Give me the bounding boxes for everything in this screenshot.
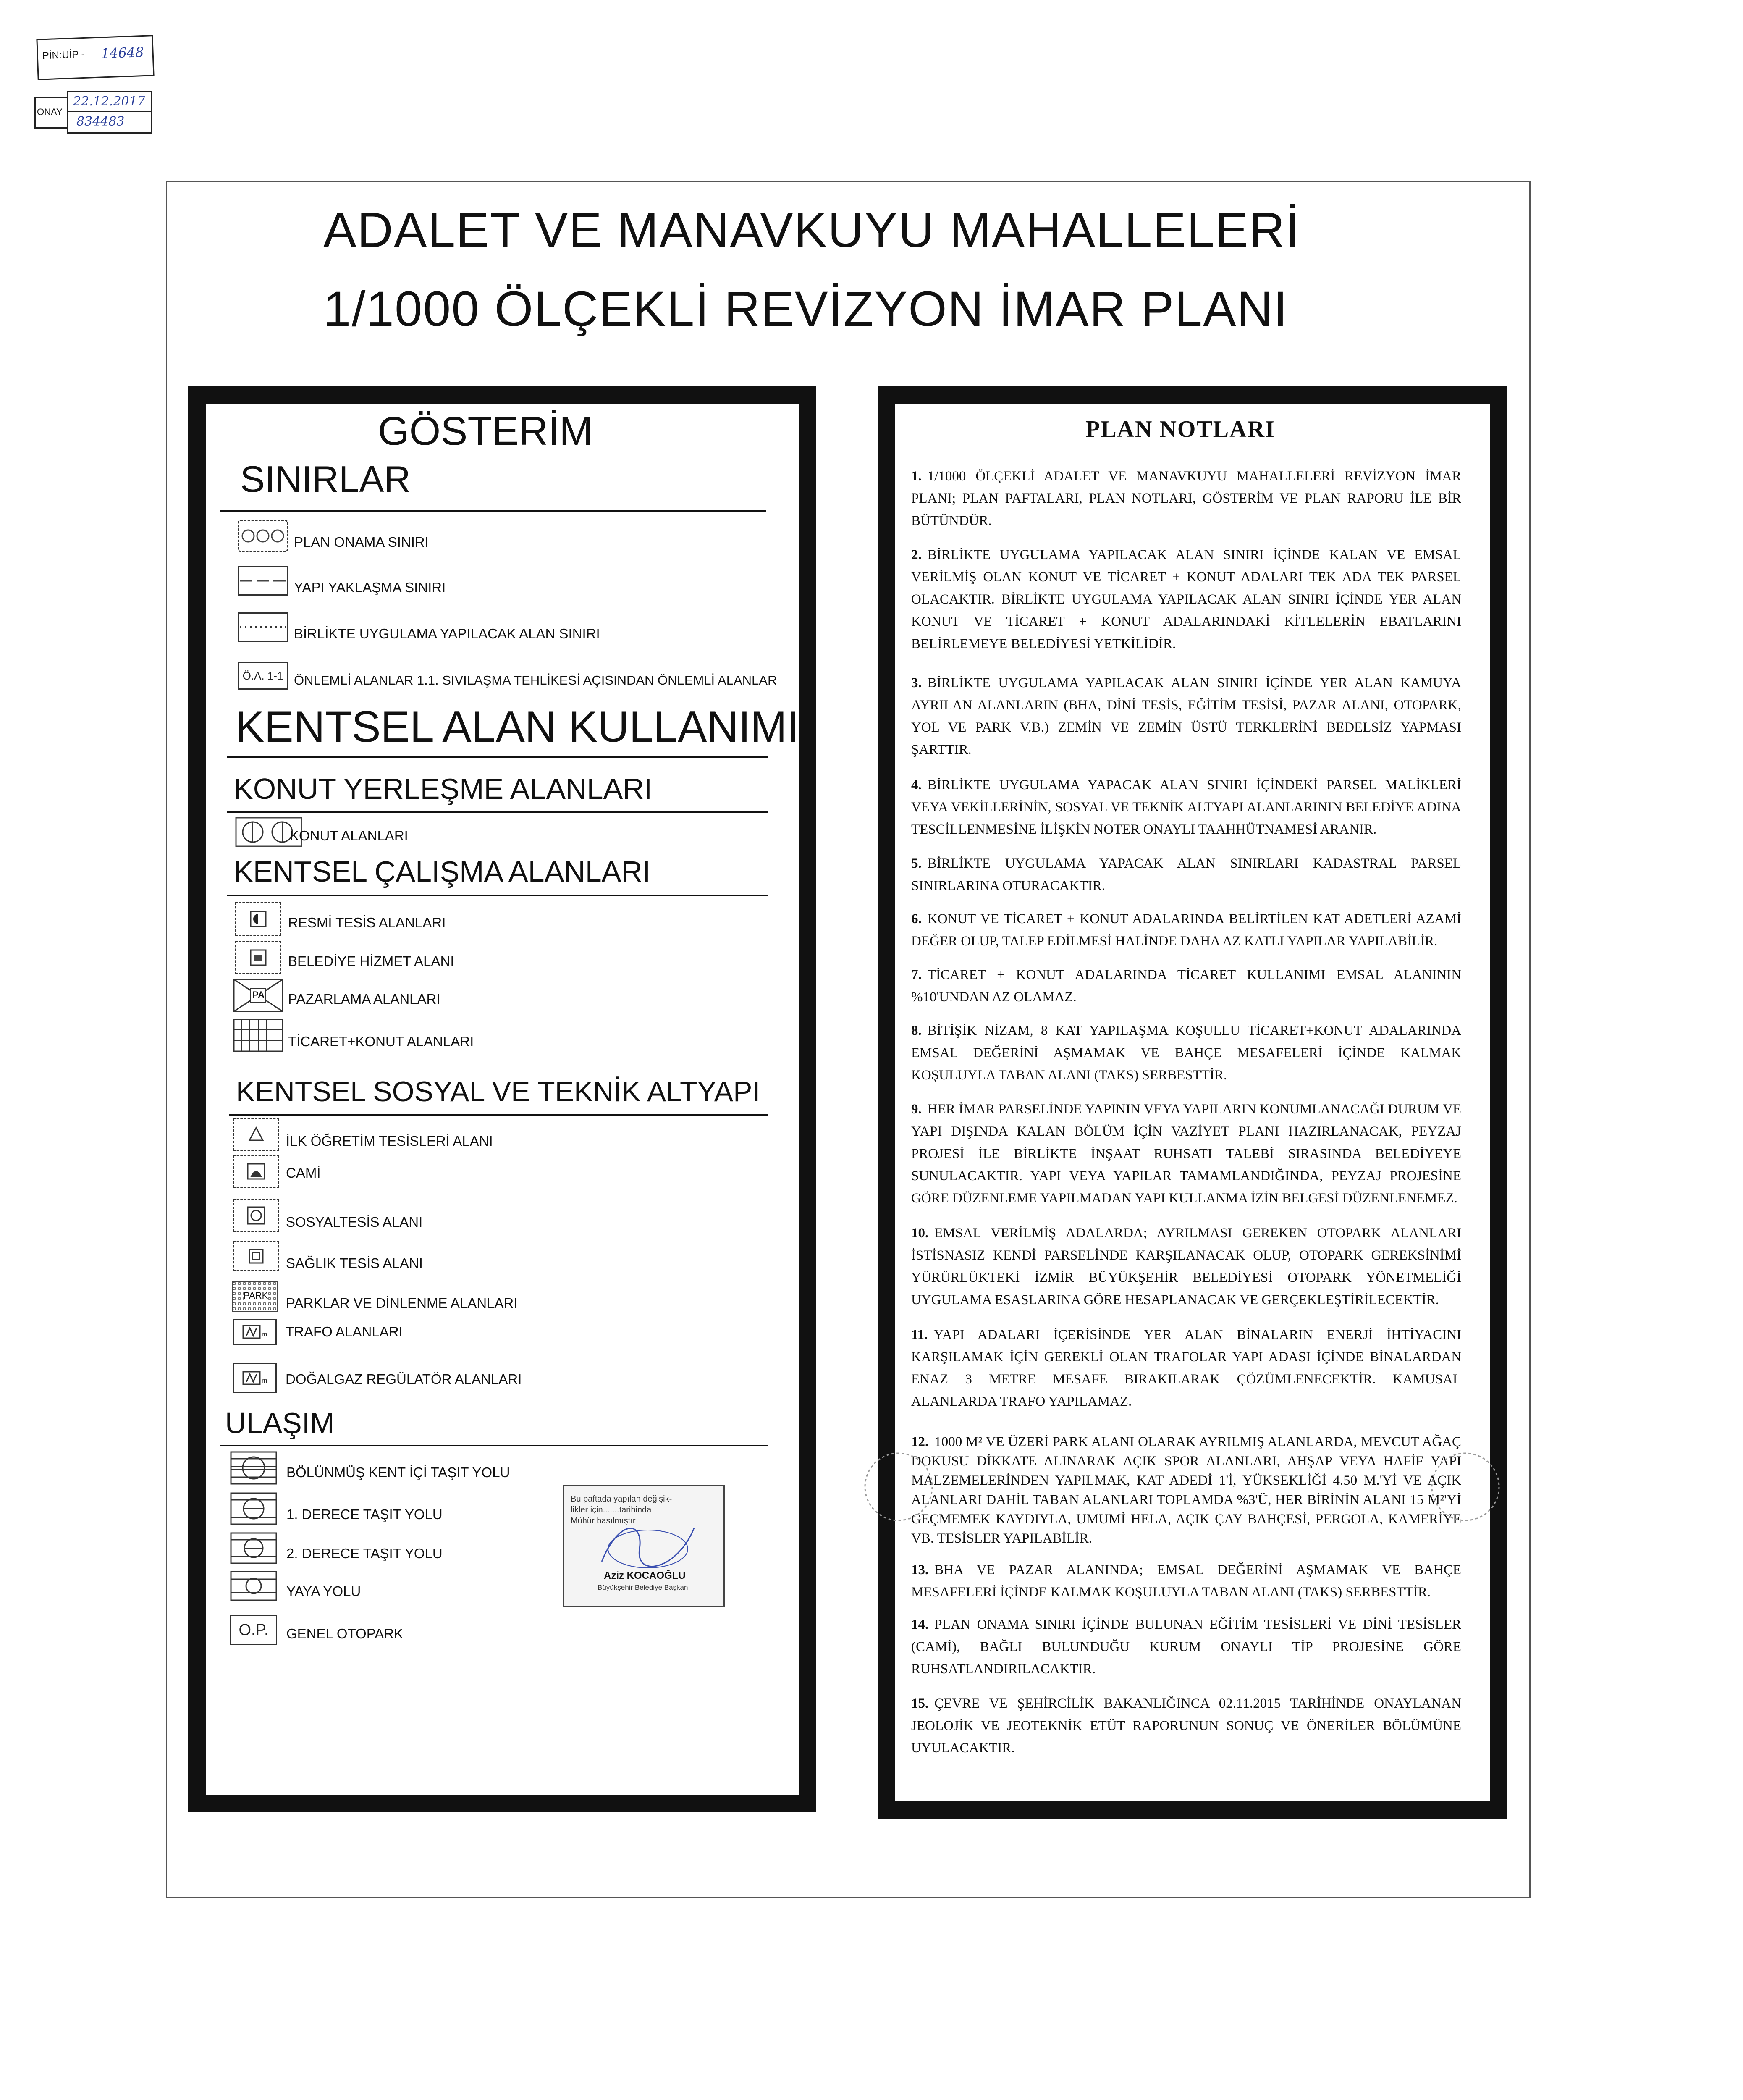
note-13-num: 13. — [911, 1562, 929, 1578]
cami-symbol — [233, 1155, 279, 1188]
note-15 — [911, 1693, 1461, 1759]
svg-text:m: m — [262, 1331, 267, 1338]
onlemli-alanlar-symbol: Ö.A. 1-1 — [238, 662, 288, 690]
sinirlar-heading: SINIRLAR — [240, 458, 411, 500]
note-11 — [911, 1324, 1461, 1413]
note-15-text: ÇEVRE VE ŞEHİRCİLİK BAKANLIĞINCA 02.11.2015 TARİHİNDE ONAYLANAN JEOLOJİK VE JEOTEKNİK ETÜT RAPORUNUN SONUÇ VE ÖNERİLER BÖLÜMÜNE UYULACAKTIR. — [911, 1696, 1461, 1756]
note-6-text: KONUT VE TİCARET + KONUT ADALARINDA BELİRTİLEN KAT ADETLERİ AZAMİ DEĞER OLUP, TALEP EDİLMESİ HALİNDE DAHA AZ KATLI YAPILAR YAPILABİLİR. — [911, 911, 1461, 949]
calisma-rule — [227, 895, 768, 896]
saglik-tesis-label: SAĞLIK TESİS ALANI — [286, 1255, 423, 1271]
signature-seal — [563, 1485, 725, 1607]
note-6 — [911, 908, 1461, 953]
yaya-yolu-label: YAYA YOLU — [286, 1583, 361, 1599]
sosyal-tesis-symbol — [233, 1199, 279, 1232]
ilk-ogretim-symbol — [233, 1118, 279, 1151]
note-5-num: 5. — [911, 856, 922, 871]
cami-label: CAMİ — [286, 1165, 321, 1181]
note-13 — [911, 1559, 1461, 1604]
otopark-symbol: O.P. — [230, 1615, 277, 1645]
note-11-text: YAPI ADALARI İÇERİSİNDE YER ALAN BİNALARIN ENERJİ İHTİYACINI KARŞILAMAK İÇİN GEREKLİ OLAN TRAFOLAR YAPI ADASI İÇİNDE BİNALARDAN ENAZ 3 METRE MESAFE BIRAKILARAK ÇÖZÜMLENECEKTİR. KAMUSAL ALANLARDA TRAFO YAPILAMAZ. — [911, 1327, 1461, 1409]
seal-line1: Bu paftada yapılan değişik- — [571, 1494, 672, 1504]
seal-line3: Mühür basılmıştır — [571, 1516, 636, 1525]
onay-stamp — [34, 91, 151, 132]
note-10-text: EMSAL VERİLMİŞ ADALARDA; AYRILMASI GEREKEN OTOPARK ALANLARI İSTİSNASIZ KENDİ PARSELİNDE KARŞILANACAK OLUP, OTOPARK GEREKSİNİMİ YÜRÜRLÜKTEKİ İZMİR BÜYÜKŞEHİR BELEDİYESİ OTOPARK YÖNETMELİĞİ UYGULAMA ESASLARINA GÖRE HESAPLANACAK VE GERÇEKLEŞTİRİLECEKTİR. — [911, 1226, 1461, 1307]
note-1-num: 1. — [911, 469, 922, 484]
onay-date: 22.12.2017 — [73, 94, 145, 109]
note-14-num: 14. — [911, 1617, 929, 1632]
pin-value: 14648 — [101, 44, 144, 62]
note-12-text: 1000 M² VE ÜZERİ PARK ALANI OLARAK AYRILMIŞ ALANLARDA, MEVCUT AĞAÇ DOKUSU DİKKATE ALINARAK AÇIK SPOR ALANLARI, AHŞAP VEYA HAFİF YAPI MALZEMELERİNDEN YAPILMAK, KAT ADEDİ 1'İ, YÜKSEKLİĞİ 4.50 M.'Yİ VE AÇIK ALANLARI DAHİL TABAN ALANLARI TOPLAMDA %3'Ü, HER BİRİNİN ALANI 15 M²'Yİ GEÇMEMEK KAYDIYLA, UMUMİ HELA, AÇIK ÇAY BAHÇESİ, PERGOLA, KAMERİYE VB. TESİSLER YAPILABİLİR. — [911, 1434, 1461, 1546]
belediye-hizmet-label: BELEDİYE HİZMET ALANI — [288, 953, 454, 969]
trafo-label: TRAFO ALANLARI — [286, 1324, 403, 1339]
note-13-text: BHA VE PAZAR ALANINDA; EMSAL DEĞERİNİ AŞMAMAK VE BAHÇE MESAFELERİ İÇİNDE KALMAK KOŞULUYLA TABAN ALANI (TAKS) SERBESTTİR. — [911, 1562, 1461, 1600]
round-seal-mark — [861, 1445, 1507, 1529]
seal-line2: likler için.......tarihinda — [571, 1505, 652, 1515]
yapi-yaklasma-symbol — [238, 566, 288, 596]
birinci-derece-yol-symbol — [230, 1492, 277, 1525]
dogalgaz-symbol — [233, 1363, 277, 1393]
birlikte-uygulama-symbol — [238, 612, 288, 642]
ticaret-konut-symbol — [233, 1018, 283, 1052]
note-8 — [911, 1020, 1461, 1087]
note-12-num: 12. — [911, 1434, 929, 1449]
konut-heading: KONUT YERLEŞME ALANLARI — [233, 772, 653, 805]
notes-title: PLAN NOTLARI — [1085, 416, 1275, 442]
seal-role: Büyükşehir Belediye Başkanı — [598, 1583, 690, 1591]
note-4-text: BİRLİKTE UYGULAMA YAPACAK ALAN SINIRI İÇİNDEKİ PARSEL MALİKLERİ VEYA VEKİLLERİNİN, SOSYAL VE TEKNİK ALTYAPI ALANLARININ BELEDİYE ADINA TESCİLLENMESİNE İLİŞKİN NOTER ONAYLI TAAHHÜTNAMESİ ARANIR. — [911, 777, 1461, 837]
note-1 — [911, 465, 1461, 532]
bolunmus-yol-label: BÖLÜNMÜŞ KENT İÇİ TAŞIT YOLU — [286, 1465, 510, 1480]
note-9 — [911, 1098, 1461, 1210]
park-symbol-text: PARK — [244, 1290, 268, 1301]
note-8-num: 8. — [911, 1023, 922, 1038]
kentsel-alan-heading: KENTSEL ALAN KULLANIMI — [235, 703, 799, 751]
ulasim-heading: ULAŞIM — [225, 1407, 335, 1439]
note-15-num: 15. — [911, 1696, 929, 1711]
note-6-num: 6. — [911, 911, 922, 927]
resmi-tesis-symbol — [235, 902, 281, 936]
sosyal-tesis-label: SOSYALTESİS ALANI — [286, 1214, 423, 1230]
ikinci-derece-yol-symbol — [230, 1532, 277, 1564]
note-5 — [911, 853, 1461, 897]
note-1-text: 1/1000 ÖLÇEKLİ ADALET VE MANAVKUYU MAHALLELERİ REVİZYON İMAR PLANI; PLAN PAFTALARI, PLAN NOTLARI, GÖSTERİM VE PLAN RAPORU İLE BİR BÜTÜNDÜR. — [911, 469, 1461, 528]
pin-stamp — [36, 35, 154, 80]
note-3-text: BİRLİKTE UYGULAMA YAPILACAK ALAN SINIRI İÇİNDE YER ALAN KAMUYA AYRILAN ALANLARIN (BHA, DİNİ TESİS, EĞİTİM TESİSİ, PAZAR ALANI, OTOPARK, YOL VE PARK V.B.) ZEMİN VE ZEMİN ÜSTÜ TERKLERİNİ BEDELSİZ YAPMASI ŞARTTIR. — [911, 675, 1461, 757]
note-10-num: 10. — [911, 1226, 929, 1241]
onay-label: ONAY — [37, 107, 63, 117]
sosyal-heading: KENTSEL SOSYAL VE TEKNİK ALTYAPI — [236, 1076, 760, 1108]
note-7-num: 7. — [911, 967, 922, 982]
onay-number: 834483 — [76, 114, 125, 129]
pazarlama-symbol-text: PA — [252, 990, 265, 1000]
otopark-label: GENEL OTOPARK — [286, 1626, 404, 1641]
svg-text:m: m — [262, 1377, 267, 1384]
birlikte-uygulama-label: BİRLİKTE UYGULAMA YAPILACAK ALAN SINIRI — [294, 626, 600, 641]
plan-onama-label: PLAN ONAMA SINIRI — [294, 534, 429, 550]
note-2-num: 2. — [911, 547, 922, 562]
note-7 — [911, 964, 1461, 1008]
kentsel-alan-rule — [227, 756, 768, 758]
note-4-num: 4. — [911, 777, 922, 793]
plan-title-line1: ADALET VE MANAVKUYU MAHALLELERİ — [323, 202, 1300, 258]
dogalgaz-label: DOĞALGAZ REGÜLATÖR ALANLARI — [286, 1371, 522, 1387]
resmi-tesis-label: RESMİ TESİS ALANLARI — [288, 915, 446, 930]
calisma-heading: KENTSEL ÇALIŞMA ALANLARI — [233, 855, 651, 888]
park-label: PARKLAR VE DİNLENME ALANLARI — [286, 1295, 518, 1311]
note-3-num: 3. — [911, 675, 922, 690]
note-2-text: BİRLİKTE UYGULAMA YAPILACAK ALAN SINIRI İÇİNDE KALAN VE EMSAL VERİLMİŞ OLAN KONUT VE TİCARET + KONUT ADALARI TEK ADA TEK PARSEL OLACAKTIR. BİRLİKTE UYGULAMA YAPILACAK ALAN SINIRI İÇİNDE YER ALAN KONUT VE TİCARET + KONUT ADALARINDAKİ KİTLELERİN EBATLARINI BELİRLEMEYE BELEDİYESİ YETKİLİDİR. — [911, 547, 1461, 651]
seal-name: Aziz KOCAOĞLU — [604, 1570, 686, 1581]
belediye-hizmet-symbol — [235, 941, 281, 974]
saglik-tesis-symbol — [233, 1241, 279, 1271]
note-9-num: 9. — [911, 1102, 922, 1117]
note-14 — [911, 1614, 1461, 1680]
note-8-text: BİTİŞİK NİZAM, 8 KAT YAPILAŞMA KOŞULLU TİCARET+KONUT ADALARINDA EMSAL DEĞERİNİ AŞMAMAK VE BAHÇE MESAFELERİ İÇİNDE KALMAK KOŞULUYLA TABAN ALANI (TAKS) SERBESTTİR. — [911, 1023, 1461, 1083]
trafo-symbol — [233, 1319, 277, 1345]
pin-label: PİN:UİP - — [42, 48, 85, 62]
ulasim-rule — [220, 1445, 768, 1446]
bolunmus-yol-symbol — [230, 1451, 277, 1485]
onlemli-alanlar-label: ÖNLEMLİ ALANLAR 1.1. SIVILAŞMA TEHLİKESİ AÇISINDAN ÖNLEMLİ ALANLAR — [294, 673, 777, 688]
pazarlama-label: PAZARLAMA ALANLARI — [288, 991, 440, 1007]
note-5-text: BİRLİKTE UYGULAMA YAPACAK ALAN SINIRLARI KADASTRAL PARSEL SINIRLARINA OTURACAKTIR. — [911, 856, 1461, 893]
note-11-num: 11. — [911, 1327, 928, 1342]
ticaret-konut-label: TİCARET+KONUT ALANLARI — [288, 1034, 474, 1049]
plan-title-line2: 1/1000 ÖLÇEKLİ REVİZYON İMAR PLANI — [323, 281, 1288, 337]
note-9-text: HER İMAR PARSELİNDE YAPININ VEYA YAPILARIN KONUMLANACAĞI DURUM VE YAPI DIŞINDA KALAN BÖLÜM İÇİN VAZİYET PLANI HAZIRLANACAK, PEYZAJ PROJESİ İLE BİRLİKTE İNŞAAT RUHSATI TALEBİ SIRASINDA BELEDİYEYE SUNULACAKTIR. YAPI VEYA YAPILAR TAMAMLANDIĞINDA, PEYZAJ PROJESİNE GÖRE DÜZENLEME YAPILMADAN YAPI KULLANMA İZİN BELGESİ DÜZENLENEMEZ. — [911, 1102, 1461, 1206]
legend-heading: GÖSTERİM — [378, 409, 593, 454]
note-14-text: PLAN ONAMA SINIRI İÇİNDE BULUNAN EĞİTİM TESİSLERİ VE DİNİ TESİSLER (CAMİ), BAĞLI BULUNDUĞU KURUM ONAYLI TİP PROJESİNE GÖRE RUHSATLANDIRILACAKTIR. — [911, 1617, 1461, 1677]
note-4 — [911, 774, 1461, 841]
ilk-ogretim-label: İLK ÖĞRETİM TESİSLERİ ALANI — [286, 1133, 493, 1149]
signature-scribble — [593, 1511, 702, 1574]
note-3 — [911, 672, 1461, 761]
sinirlar-rule — [220, 510, 766, 512]
yaya-yolu-symbol — [230, 1571, 277, 1601]
konut-label: KONUT ALANLARI — [290, 828, 408, 843]
note-7-text: TİCARET + KONUT ADALARINDA TİCARET KULLANIMI EMSAL ALANININ %10'UNDAN AZ OLAMAZ. — [911, 967, 1461, 1005]
ikinci-derece-yol-label: 2. DERECE TAŞIT YOLU — [286, 1546, 443, 1561]
plan-onama-symbol — [238, 520, 288, 552]
yapi-yaklasma-label: YAPI YAKLAŞMA SINIRI — [294, 580, 446, 595]
birinci-derece-yol-label: 1. DERECE TAŞIT YOLU — [286, 1507, 443, 1522]
note-10 — [911, 1222, 1461, 1311]
note-2 — [911, 544, 1461, 655]
konut-rule — [227, 811, 768, 813]
sosyal-rule — [229, 1114, 768, 1116]
